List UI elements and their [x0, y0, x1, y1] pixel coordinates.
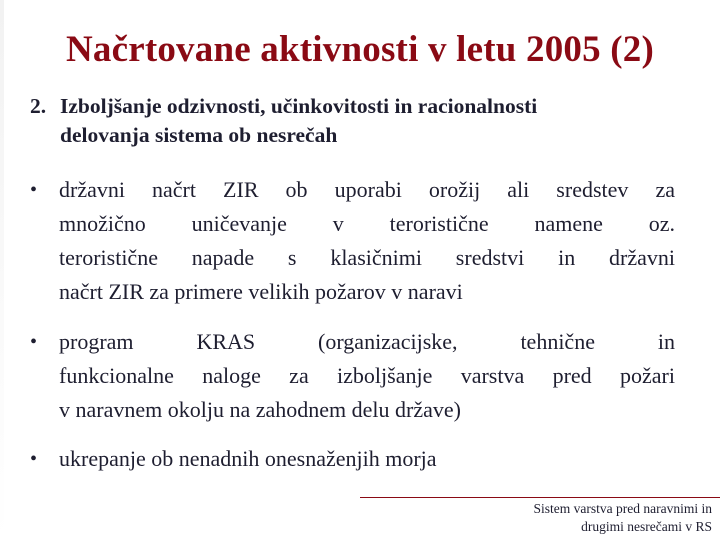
footer-line-1: Sistem varstva pred naravnimi in — [533, 501, 712, 516]
bullet-text — [59, 325, 675, 427]
subheading-number: 2. — [30, 94, 47, 118]
subheading-line-1: Izboljšanje odzivnosti, učinkovitosti in racionalnosti — [60, 94, 538, 118]
bullet-item — [30, 173, 675, 309]
bullet-text-line: načrt ZIR za primere velikih požarov v naravi — [59, 279, 463, 304]
left-edge-decoration — [0, 0, 4, 540]
section-subheading — [30, 92, 690, 150]
footer-caption — [452, 500, 712, 536]
bullet-text — [59, 173, 675, 309]
bullet-text-line: program KRAS (organizacijske, tehnične in — [59, 329, 675, 354]
bullet-text-line: v naravnem okolju na zahodnem delu države) — [59, 397, 461, 422]
bullet-item — [30, 442, 675, 476]
bullet-marker: • — [30, 448, 38, 470]
bullet-text — [59, 442, 675, 476]
bullet-text-line: ukrepanje ob nenadnih onesnaženjih morja — [59, 446, 437, 471]
footer-line-2: drugimi nesrečami v RS — [581, 519, 712, 534]
subheading-line-2: delovanja sistema ob nesrečah — [60, 123, 338, 147]
slide-title: Načrtovane aktivnosti v letu 2005 (2) — [65, 29, 655, 70]
bullet-text-line: teroristične napade s klasičnimi sredstvi in državni — [59, 245, 675, 270]
bullet-marker: • — [30, 179, 38, 201]
footer-rule — [360, 497, 720, 498]
bullet-text-line: množično uničevanje v teroristične namene oz. — [59, 211, 675, 236]
bullet-marker: • — [30, 331, 38, 353]
bullet-item — [30, 325, 675, 427]
bullet-text-line: funkcionalne naloge za izboljšanje varstva pred požari — [59, 363, 675, 388]
bullet-text-line: državni načrt ZIR ob uporabi orožij ali sredstev za — [59, 177, 675, 202]
